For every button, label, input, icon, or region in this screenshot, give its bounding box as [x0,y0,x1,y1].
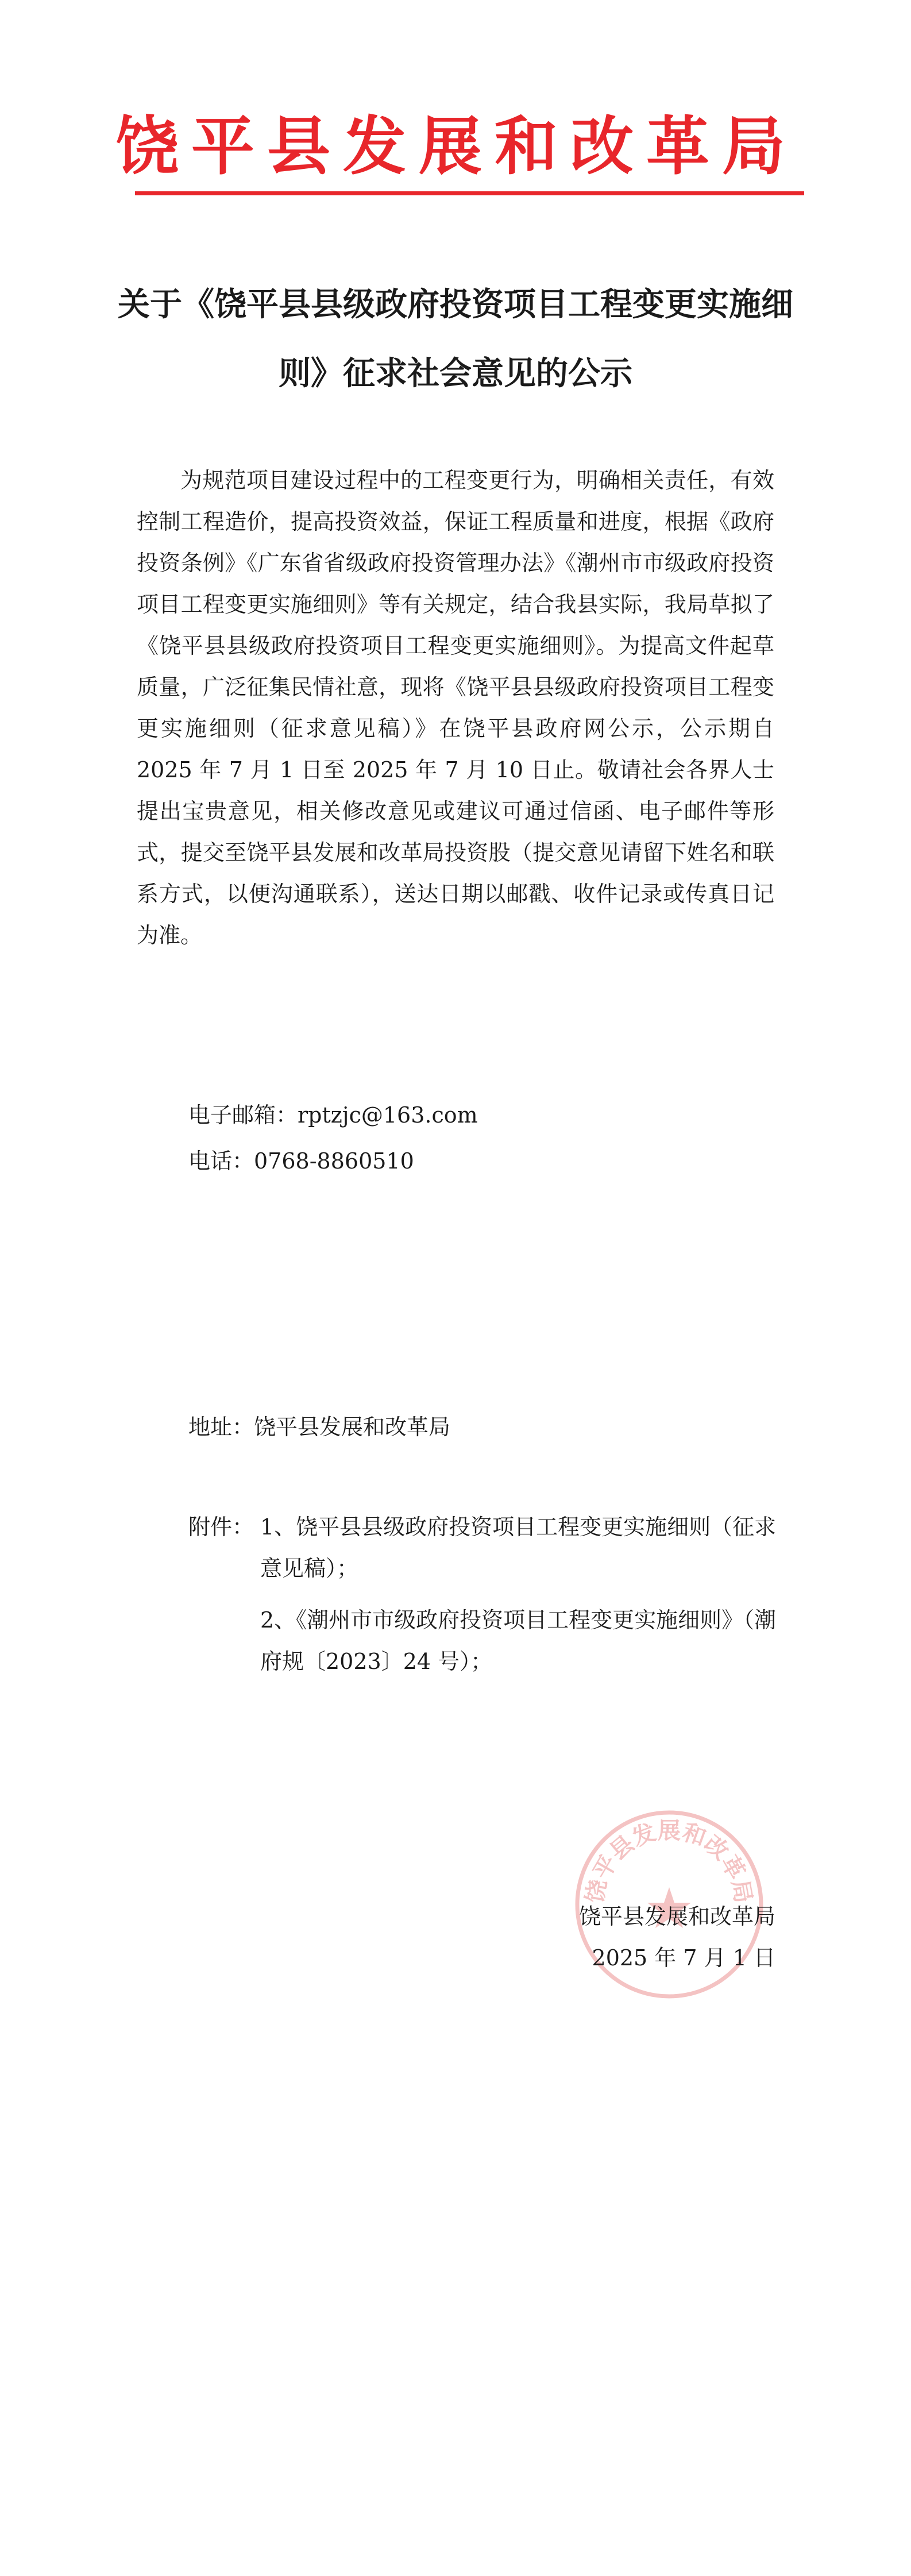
attachments-section [188,1506,786,1682]
header-red-rule [135,191,804,195]
document-title: 关于《饶平县县级政府投资项目工程变更实施细则》征求社会意见的公示 [118,286,793,392]
signature-date: 2025 年 7 月 1 日 [592,1945,775,1970]
issuing-authority-header: 饶平县发展和改革局 [115,109,798,183]
contact-email: 电子邮箱：rptzjc@163.com [188,1102,478,1128]
signature-organization: 饶平县发展和改革局 [578,1904,775,1929]
seal-text: 饶平县发展和改革局 [581,1817,758,1906]
signature-block [546,1896,775,1979]
attachments-label: 附件： [188,1514,254,1540]
body-paragraph: 为规范项目建设过程中的工程变更行为，明确相关责任，有效控制工程造价，提高投资效益，保证工程质量和进度，根据《政府投资条例》《广东省省级政府投资管理办法》《潮州市市级政府投资项目工程变更实施细则》等有关规定，结合我县实际，我局草拟了《饶平县县级政府投资项目工程变更实施细则》。为提高文件起草质量，广泛征集民情社意，现将《饶平县县级政府投资项目工程变更实施细则（征求意见稿）》在饶平县政府网公示，公示期自 2025 年 7 月 1 日至 2025 年 7 月 10 日止。敬请社会各界人士提出宝贵意见，相关修改意见或建议可通过信函、电子邮件等形式，提交至饶平县发展和改革局投资股（提交意见请留下姓名和联系方式，以便沟通联系），送达日期以邮戳、收件记录或传真日记为准。 [137,468,774,948]
attachment-item-2: 2、《潮州市市级政府投资项目工程变更实施细则》（潮府规〔2023〕24 号）； [260,1607,777,1674]
attachment-item-1: 1、饶平县县级政府投资项目工程变更实施细则（征求意见稿）； [260,1514,777,1581]
contact-address: 地址：饶平县发展和改革局 [188,1414,451,1440]
contact-phone: 电话：0768-8860510 [188,1148,414,1174]
